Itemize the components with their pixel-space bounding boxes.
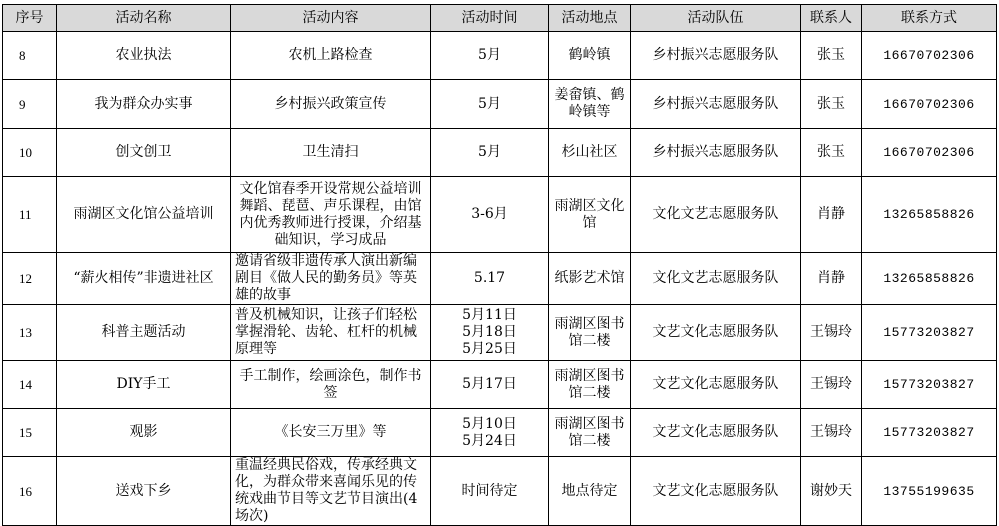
header-number: 序号 (3, 5, 57, 32)
header-activity-content: 活动内容 (231, 5, 431, 32)
activity-team: 乡村振兴志愿服务队 (631, 129, 801, 177)
activity-time (431, 129, 549, 177)
table-row (3, 253, 997, 305)
activity-place: 杉山社区 (549, 129, 631, 177)
header-activity-name: 活动名称 (57, 5, 231, 32)
activity-place: 雨湖区文化馆 (549, 177, 631, 253)
activity-time (431, 361, 549, 409)
activity-time (431, 177, 549, 253)
activity-name: DIY手工 (57, 361, 231, 409)
contact-phone: 13265858826 (862, 253, 997, 305)
contact-phone: 15773203827 (862, 409, 997, 457)
time-line: 5月 (478, 144, 501, 160)
activity-place: 雨湖区图书馆二楼 (549, 361, 631, 409)
contact-person: 王锡玲 (801, 361, 862, 409)
activity-content: 《长安三万里》等 (231, 409, 431, 457)
activity-team: 乡村振兴志愿服务队 (631, 80, 801, 129)
time-line: 5月 (478, 95, 501, 112)
time-line: 5月11日 (462, 307, 517, 323)
row-number: 8 (3, 32, 57, 80)
activity-name: 送戏下乡 (57, 457, 231, 526)
table-row (3, 32, 997, 80)
contact-phone: 15773203827 (862, 361, 997, 409)
activity-place: 纸影艺术馆 (549, 253, 631, 305)
header-activity-team: 活动队伍 (631, 5, 801, 32)
table-row (3, 361, 997, 409)
time-line: 时间待定 (461, 482, 518, 499)
activity-name: 科普主题活动 (57, 305, 231, 361)
activity-content: 邀请省级非遗传承人演出新编剧目《做人民的勤务员》等英雄的故事 (231, 253, 431, 305)
activity-name: 观影 (57, 409, 231, 457)
contact-phone: 16670702306 (862, 80, 997, 129)
activity-team: 文化文艺志愿服务队 (631, 177, 801, 253)
activity-team: 文艺文化志愿服务队 (631, 305, 801, 361)
activity-time (431, 80, 549, 129)
activity-content: 手工制作，绘画涂色，制作书签 (231, 361, 431, 409)
contact-phone: 13265858826 (862, 177, 997, 253)
activity-team: 文艺文化志愿服务队 (631, 361, 801, 409)
contact-phone: 16670702306 (862, 129, 997, 177)
activity-name: “薪火相传”非遗进社区 (57, 253, 231, 305)
table-row (3, 80, 997, 129)
activity-place: 地点待定 (549, 457, 631, 526)
contact-person: 肖静 (801, 253, 862, 305)
table-row (3, 409, 997, 457)
activity-content: 普及机械知识，让孩子们轻松掌握滑轮、齿轮、杠杆的机械原理等 (231, 305, 431, 361)
activity-name: 我为群众办实事 (57, 80, 231, 129)
activity-content: 重温经典民俗戏，传承经典文化，为群众带来喜闻乐见的传统戏曲节目等文艺节目演出(4场次) (231, 457, 431, 526)
header-activity-time: 活动时间 (431, 5, 549, 32)
table-row (3, 129, 997, 177)
contact-person: 肖静 (801, 177, 862, 253)
activity-team: 文化文艺志愿服务队 (631, 253, 801, 305)
contact-person: 王锡玲 (801, 409, 862, 457)
table-row (3, 457, 997, 526)
table-row (3, 305, 997, 361)
row-number: 16 (3, 457, 57, 526)
time-line: 5.17 (473, 270, 506, 286)
activity-place: 雨湖区图书馆二楼 (549, 409, 631, 457)
header-activity-place: 活动地点 (549, 5, 631, 32)
header-contact-person: 联系人 (801, 5, 862, 32)
activity-time (431, 253, 549, 305)
time-line: 5月17日 (462, 376, 517, 392)
activity-content: 乡村振兴政策宣传 (231, 80, 431, 129)
contact-phone: 15773203827 (862, 305, 997, 361)
time-line: 5月10日 (462, 415, 517, 432)
activity-schedule-table (2, 4, 997, 526)
contact-person: 张玉 (801, 32, 862, 80)
contact-person: 王锡玲 (801, 305, 862, 361)
activity-name: 农业执法 (57, 32, 231, 80)
activity-time (431, 32, 549, 80)
row-number: 12 (3, 253, 57, 305)
time-line: 5月24日 (462, 432, 517, 449)
time-line: 5月25日 (462, 341, 517, 357)
activity-content: 农机上路检查 (231, 32, 431, 80)
activity-place: 雨湖区图书馆二楼 (549, 305, 631, 361)
table-header-row (3, 5, 997, 32)
row-number: 10 (3, 129, 57, 177)
row-number: 13 (3, 305, 57, 361)
activity-team: 文艺文化志愿服务队 (631, 457, 801, 526)
activity-time (431, 457, 549, 526)
activity-name: 创文创卫 (57, 129, 231, 177)
time-line: 5月18日 (462, 324, 517, 340)
contact-phone: 16670702306 (862, 32, 997, 80)
time-line: 5月 (478, 47, 501, 63)
activity-time (431, 409, 549, 457)
row-number: 15 (3, 409, 57, 457)
contact-person: 张玉 (801, 80, 862, 129)
activity-content: 卫生清扫 (231, 129, 431, 177)
row-number: 14 (3, 361, 57, 409)
activity-team: 文艺文化志愿服务队 (631, 409, 801, 457)
activity-team: 乡村振兴志愿服务队 (631, 32, 801, 80)
contact-person: 张玉 (801, 129, 862, 177)
row-number: 9 (3, 80, 57, 129)
header-contact-phone: 联系方式 (862, 5, 997, 32)
table-row (3, 177, 997, 253)
time-line: 3-6月 (471, 206, 508, 222)
activity-place: 鹤岭镇 (549, 32, 631, 80)
contact-phone: 13755199635 (862, 457, 997, 526)
activity-content: 文化馆春季开设常规公益培训舞蹈、琵琶、声乐课程，由馆内优秀教师进行授课，介绍基础知识，学习成品 (231, 177, 431, 253)
contact-person: 谢妙天 (801, 457, 862, 526)
row-number: 11 (3, 177, 57, 253)
activity-place: 姜畲镇、鹤岭镇等 (549, 80, 631, 129)
activity-time (431, 305, 549, 361)
activity-name: 雨湖区文化馆公益培训 (57, 177, 231, 253)
